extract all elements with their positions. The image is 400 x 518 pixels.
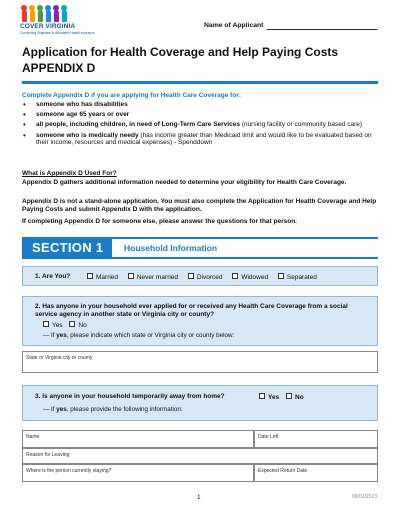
checkbox-separated[interactable] — [278, 273, 284, 279]
question-1-box — [22, 266, 378, 286]
date-left-field[interactable] — [254, 430, 378, 448]
checkbox-married[interactable] — [87, 273, 93, 279]
option-no[interactable]: No — [69, 322, 86, 329]
checkbox-yes[interactable] — [43, 321, 49, 327]
option-widowed[interactable]: Widowed — [232, 274, 268, 281]
question-3-options — [259, 393, 304, 401]
used-for-paragraph-1: Appendix D gathers additional information needed to determine your eligibility for Health Care Coverage. — [22, 179, 347, 186]
option-no[interactable]: No — [286, 394, 304, 401]
title-line-1: Application for Health Coverage and Help Paying Costs — [22, 45, 339, 59]
logo-figure — [30, 10, 35, 22]
option-yes[interactable]: Yes — [43, 322, 63, 329]
logo-figure — [62, 10, 67, 22]
applicant-name-label: Name of Applicant — [204, 22, 264, 29]
logo-figure — [22, 10, 27, 22]
question-2-note: — If yes, please indicate which state or Virginia city or county below: — [43, 332, 235, 339]
question-3-note: — If yes, please provide the following information: — [43, 406, 183, 413]
section-number: SECTION 1 — [22, 237, 112, 259]
title-divider — [22, 81, 378, 84]
checkbox-never-married[interactable] — [128, 273, 134, 279]
title-line-2: APPENDIX D — [22, 61, 96, 75]
checkbox-no[interactable] — [69, 321, 75, 327]
option-separated[interactable]: Separated — [278, 274, 317, 281]
field-label: Where is the person currently staying? — [26, 468, 112, 474]
page-title — [22, 44, 338, 76]
checkbox-divorced[interactable] — [188, 273, 194, 279]
field-label: Reason for Leaving — [26, 452, 70, 458]
list-item: • someone who is medically needy (has income greater than Medicaid limit and would like to be evaluated based on their income, resources and medical expenses) - Spenddown — [22, 132, 378, 148]
field-label: State or Virginia city or county — [26, 355, 93, 361]
question-3-box — [22, 385, 378, 421]
list-item: • someone who has disabilities — [22, 101, 378, 109]
cover-virginia-logo — [18, 8, 95, 40]
section-header — [22, 237, 378, 259]
applicant-name-field[interactable] — [267, 29, 377, 30]
question-2-box — [22, 296, 378, 346]
expected-return-date-field[interactable] — [254, 464, 378, 482]
option-divorced[interactable]: Divorced — [188, 274, 223, 281]
logo-figures-icon — [18, 8, 80, 24]
question-2-options — [43, 321, 87, 329]
checkbox-yes[interactable] — [259, 393, 265, 399]
option-yes[interactable]: Yes — [259, 394, 279, 401]
used-for-paragraph-2: Appendix D is not a stand-alone application. You must also complete the Application for Health Coverage and Help Paying Costs and submit Appendix D with the application. — [22, 198, 377, 213]
logo-figure — [54, 10, 59, 22]
page-number: 1 — [197, 494, 201, 501]
option-never-married[interactable]: Never married — [128, 274, 178, 281]
logo-figure — [46, 10, 51, 22]
logo-name: COVER VIRGINIA — [20, 23, 76, 30]
field-label: Expected Return Date — [258, 468, 308, 474]
checkbox-no[interactable] — [286, 393, 292, 399]
field-label: Name — [26, 434, 40, 440]
reason-for-leaving-field[interactable] — [22, 448, 378, 464]
question-3-text: 3. Is anyone in your household temporarily away from home? — [35, 393, 225, 400]
revision-date: 09/01/2023 — [352, 494, 378, 500]
used-for-heading: What is Appendix D Used For? — [22, 170, 117, 177]
field-label: Date Left — [258, 434, 279, 440]
question-2-text: 2. Has anyone in your household ever applied for or received any Health Care Coverage from a social service agency in another state or Virginia city or county? — [35, 303, 348, 318]
state-city-county-field[interactable] — [22, 351, 378, 373]
question-1-text: 1. Are You? — [35, 273, 71, 280]
list-item: • all people, including children, in need of Long-Term Care Services (nursing facility or community based care) — [22, 121, 378, 129]
intro-text: Complete Appendix D if you are applying for Health Care Coverage for: — [22, 92, 241, 99]
used-for-paragraph-3: If completing Appendix D for someone else, please answer the questions for that person. — [22, 218, 297, 225]
section-title: Household Information — [124, 243, 218, 253]
logo-tagline: Connecting Virginians to Affordable Health Insurance — [20, 31, 95, 35]
list-item: • someone age 65 years or over — [22, 111, 378, 119]
marital-status-options — [87, 273, 317, 281]
logo-figure — [38, 10, 43, 22]
option-married[interactable]: Married — [87, 274, 118, 281]
eligibility-list — [22, 101, 378, 150]
checkbox-widowed[interactable] — [232, 273, 238, 279]
current-location-field[interactable] — [22, 464, 254, 482]
name-field[interactable] — [22, 430, 254, 448]
